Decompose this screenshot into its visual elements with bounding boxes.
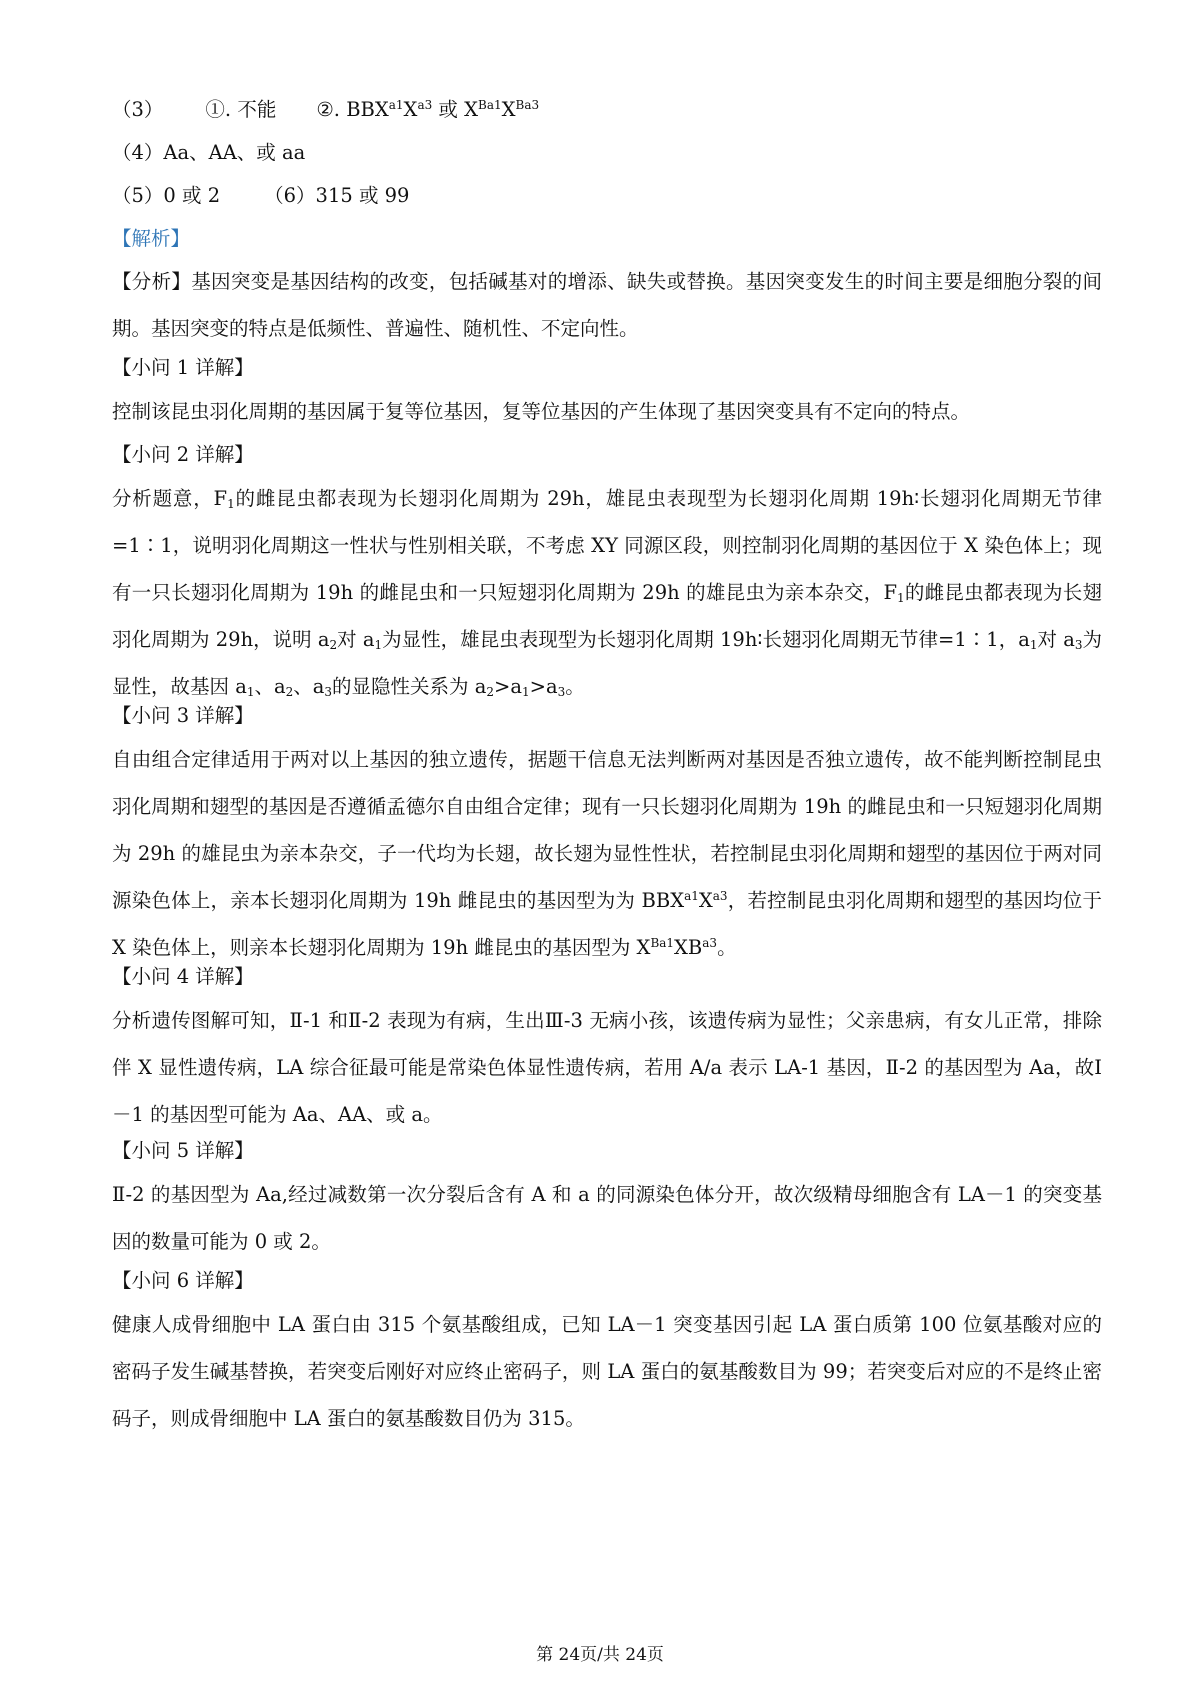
subscript: 3 <box>324 685 333 699</box>
text-seg: 的雌昆虫都表现为长翅羽化周期为 29h，雄昆虫表现型为长翅羽化周期 19h∶长翅羽化周期无节律=1∶1，说明羽化周期这一性状与性别相关联，不考虑 XY 同源区段，则控制羽化周期的基因位于 X 染色体上；现有一只长翅羽化周期为 19h 的雌昆虫和一只短翅羽化周期为 29h 的雄昆虫为亲本杂交，F <box>112 487 1103 604</box>
superscript: a1 <box>388 98 404 112</box>
subscript: 1 <box>897 591 905 605</box>
text-seg: 、a <box>293 675 325 698</box>
text-seg: 的显隐性关系为 a <box>332 675 487 698</box>
superscript: a3 <box>712 889 728 903</box>
superscript: a1 <box>684 889 699 903</box>
subscript: 1 <box>521 685 530 699</box>
text-seg: X <box>698 889 713 912</box>
answer-5: （5）0 或 2 <box>112 184 221 207</box>
genotype-text: 或 X <box>432 98 479 121</box>
text-seg: 对 a <box>337 628 375 651</box>
q6-header: 【小问 6 详解】 <box>112 1269 254 1292</box>
q3-text <box>112 736 1102 971</box>
text-seg: 为显性，故基因 a <box>112 628 1102 698</box>
text-seg: 的雌昆虫都表现为长翅羽化周期为 29h，说明 a <box>112 581 1102 651</box>
q3-header: 【小问 3 详解】 <box>112 704 254 727</box>
superscript: Ba1 <box>478 98 502 112</box>
subscript: 2 <box>285 685 294 699</box>
text-seg: 为显性，雄昆虫表现型为长翅羽化周期 19h∶长翅羽化周期无节律=1∶1，a <box>382 628 1030 651</box>
q5-header: 【小问 5 详解】 <box>112 1139 254 1162</box>
page-footer: 第 24页/共 24页 <box>536 1645 664 1665</box>
text-seg: 分析题意，F <box>112 487 228 510</box>
text-seg: >a <box>529 675 558 698</box>
subscript: 3 <box>1074 638 1083 652</box>
text-seg: >a <box>494 675 522 698</box>
subscript: 2 <box>329 638 338 652</box>
answer-5-6 <box>112 182 409 210</box>
text-seg: ，若控制昆虫羽化周期和翅型的基因均位于 X 染色体上，则亲本长翅羽化周期为 19h 雌昆虫的基因型为 X <box>112 889 1102 959</box>
subscript: 1 <box>246 685 255 699</box>
genotype-text: ②. BBX <box>316 98 389 121</box>
answer-3 <box>112 96 539 124</box>
q4-header: 【小问 4 详解】 <box>112 965 254 988</box>
genotype-text: X <box>403 98 418 121</box>
q6-text: 健康人成骨细胞中 LA 蛋白由 315 个氨基酸组成，已知 LA－1 突变基因引起 LA 蛋白质第 100 位氨基酸对应的密码子发生碱基替换，若突变后刚好对应终止密码子，则 LA 蛋白的氨基酸数目为 99；若突变后对应的不是终止密码子，则成骨细胞中 LA 蛋白的氨基酸数目仍为 315。 <box>112 1313 1102 1430</box>
subscript: 2 <box>486 685 494 699</box>
text-seg: 自由组合定律适用于两对以上基因的独立遗传，据题干信息无法判断两对基因是否独立遗传，故不能判断控制昆虫羽化周期和翅型的基因是否遵循孟德尔自由组合定律；现有一只长翅羽化周期为 19h 的雌昆虫和一只短翅羽化周期为 29h 的雄昆虫为亲本杂交，子一代均为长翅，故长翅为显性性状，若控制昆虫羽化周期和翅型的基因位于两对同源染色体上，亲本长翅羽化周期为 19h 雌昆虫的基因型为为 BBX <box>112 748 1102 912</box>
superscript: a3 <box>702 936 718 950</box>
text-seg: 。 <box>717 936 737 959</box>
text-seg: 对 a <box>1037 628 1075 651</box>
answer-3-part1: ①. 不能 <box>205 98 277 121</box>
genotype-text: X <box>501 98 516 121</box>
subscript: 1 <box>1029 638 1038 652</box>
q4-text: 分析遗传图解可知，Ⅱ-1 和Ⅱ-2 表现为有病，生出Ⅲ-3 无病小孩，该遗传病为显性；父亲患病，有女儿正常，排除伴 X 显性遗传病，LA 综合征最可能是常染色体显性遗传病，若用 A/a 表示 LA-1 基因，Ⅱ-2 的基因型为 Aa，故Ⅰ－1 的基因型可能为 Aa、AA、或 a。 <box>112 1009 1102 1126</box>
q1-header: 【小问 1 详解】 <box>112 356 254 379</box>
superscript: Ba3 <box>515 98 540 112</box>
subscript: 1 <box>374 638 383 652</box>
q1-text: 控制该昆虫羽化周期的基因属于复等位基因，复等位基因的产生体现了基因突变具有不定向的特点。 <box>112 400 971 423</box>
answer-6: （6）315 或 99 <box>264 184 410 207</box>
text-seg: XB <box>674 936 703 959</box>
q2-header: 【小问 2 详解】 <box>112 443 254 466</box>
answer-4: （4）Aa、AA、或 aa <box>112 141 306 164</box>
text-seg: 。 <box>565 675 585 698</box>
q2-text <box>112 475 1102 710</box>
superscript: a3 <box>417 98 433 112</box>
jiexi-label: 【解析】 <box>112 227 191 250</box>
answer-3-number: （3） <box>112 98 164 121</box>
subscript: 3 <box>557 685 566 699</box>
answer-3-part2 <box>316 98 539 121</box>
superscript: Ba1 <box>650 936 675 950</box>
text-seg: 、a <box>254 675 286 698</box>
q5-text: Ⅱ-2 的基因型为 Aa,经过减数第一次分裂后含有 A 和 a 的同源染色体分开，故次级精母细胞含有 LA－1 的突变基因的数量可能为 0 或 2。 <box>112 1183 1102 1253</box>
analysis-paragraph: 【分析】基因突变是基因结构的改变，包括碱基对的增添、缺失或替换。基因突变发生的时间主要是细胞分裂的间期。基因突变的特点是低频性、普遍性、随机性、不定向性。 <box>112 270 1102 340</box>
subscript: 1 <box>227 497 235 511</box>
